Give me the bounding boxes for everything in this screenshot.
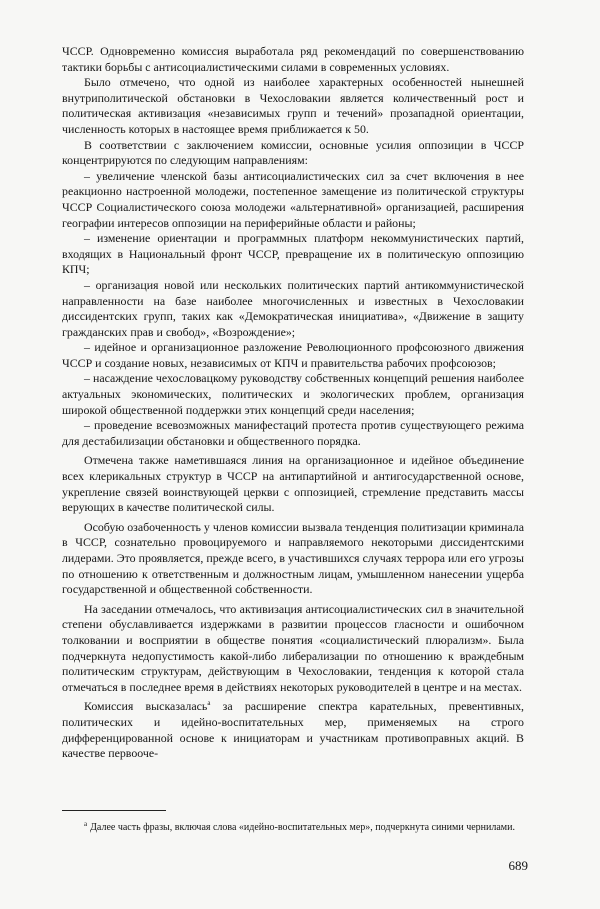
paragraph-6: На заседании отмечалось, что активизация антисоциалистических сил в значительной степени обуславливается издержками в развитии процессов гласности и ошибочном толковании и восприятии в обществе понятия «социалистический плюрализм». Была подчеркнута недопустимость какой-либо либерализации по отношению к враждебным политическим структурам, действующим в Чехословакии, тенденция к которой стала отмечаться в последнее время в действиях некоторых руководителей в центре и на местах. (62, 601, 524, 694)
paragraph-5: Особую озабоченность у членов комиссии вызвала тенденция политизации криминала в ЧССР, сознательно провоцируемого и направляемого некоторыми диссидентскими лидерами. Это проявляется, прежде всего, в участившихся случаях террора или его угрозы по отношению к ответственным и должностным лицам, умышленном нанесении ущерба государственной и общественной собственности. (62, 519, 524, 597)
footnote-reference: a (207, 699, 211, 708)
paragraph-4: Отмечена также наметившаяся линия на организационное и идейное объединение всех клерикальных структур в ЧССР на антипартийной и антигосударственной основе, укрепление связей воинствующей церкви с оппозицией, стремление представить массы верующих в качестве политической силы. (62, 453, 524, 515)
footnote-divider (62, 810, 166, 811)
list-item-5: – насаждение чехословацкому руководству собственных концепций решения наиболее актуальных экономических, политических и экологических проблем, организация широкой общественной поддержки этих концепций среди населения; (62, 371, 524, 417)
footnote-mark: a (84, 820, 88, 828)
footnote-text: Далее часть фразы, включая слова «идейно-воспитательных мер», подчеркнута синими чернилами. (90, 822, 515, 833)
paragraph-7-start: Комиссия высказалась (84, 699, 208, 714)
paragraph-7 (62, 699, 524, 761)
list-item-2: – изменение ориентации и программных платформ некоммунистических партий, входящих в Национальный фронт ЧССР, превращение их в политическую оппозицию КПЧ; (62, 231, 524, 277)
list-item-6: – проведение всевозможных манифестаций протеста против существующего режима для дестабилизации обстановки и общественного порядка. (62, 418, 524, 448)
paragraph-1: ЧССР. Одновременно комиссия выработала ряд рекомендаций по совершенствованию тактики борьбы с антисоциалистическими силами в современных условиях. (62, 44, 524, 74)
list-item-1: – увеличение членской базы антисоциалистических сил за счет включения в нее реакционно настроенной молодежи, постепенное замещение из политической структуры ЧССР Социалистического союза молодежи «альтернативной» организацией, расширения географии интересов оппозиции на периферийные области и районы; (62, 168, 524, 230)
paragraph-2: Было отмечено, что одной из наиболее характерных особенностей нынешней внутриполитической обстановки в Чехословакии является количественный рост и политическая активизация «независимых групп и течений» прозападной ориентации, численность которых в настоящее время приближается к 50. (62, 75, 524, 136)
list-item-3: – организация новой или нескольких политических партий антикоммунистической направленности на базе наиболее многочисленных и известных в Чехословакии диссидентских групп, таких как «Демократическая инициатива», «Движение в защиту гражданских прав и свобод», «Возрождение»; (62, 277, 524, 339)
list-item-4: – идейное и организационное разложение Революционного профсоюзного движения ЧССР и создание новых, независимых от КПЧ и правительства рабочих профсоюзов; (62, 340, 524, 370)
page-number: 689 (508, 858, 528, 873)
footnote (62, 817, 524, 835)
paragraph-3: В соответствии с заключением комиссии, основные усилия оппозиции в ЧССР концентрируются по следующим направлениям: (62, 137, 524, 168)
paragraph-7-rest: за расширение спектра карательных, превентивных, политических и идейно-воспитательных мер, применяемых на строго дифференцированной основе к инициаторам и участникам противоправных акций. В качестве первооче- (62, 699, 524, 761)
main-text (62, 44, 524, 762)
